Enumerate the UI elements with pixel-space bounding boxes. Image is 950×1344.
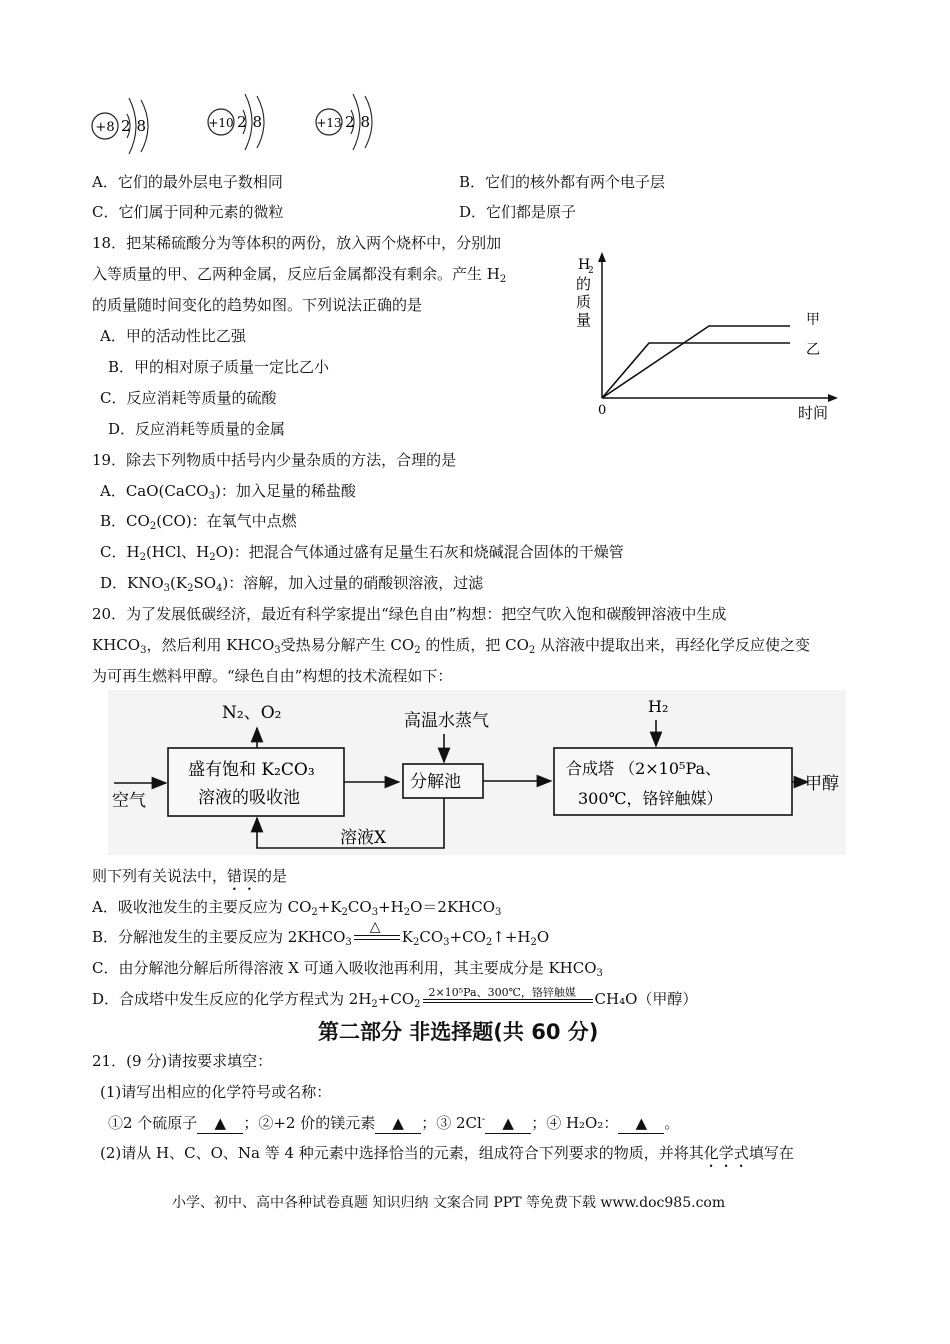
y-axis-arrow [598, 252, 606, 262]
q20-option-c: C．由分解池分解后所得溶液 X 可通入吸收池再利用，其主要成分是 $KHCO_3$ [92, 959, 603, 979]
y-label-de: 的 [576, 275, 592, 293]
atom-diagram [92, 98, 152, 154]
y-label-sub: 2 [588, 266, 594, 276]
n2-o2-label: N₂、O₂ [222, 703, 282, 723]
answer-blank[interactable]: ▲ [375, 1113, 421, 1134]
q17-option-d: D．它们都是原子 [459, 203, 577, 221]
answer-blank[interactable]: ▲ [618, 1113, 664, 1134]
q21-part1: (1)请写出相应的化学符号或名称： [100, 1083, 332, 1101]
synthesis-label-2: 300℃，铬锌触媒） [578, 789, 723, 808]
y-label-liang: 量 [576, 311, 592, 329]
y-label-h: H [578, 257, 591, 273]
q18-stem-line1: 18．把某稀硫酸分为等体积的两份，放入两个烧杯中，分别加 [92, 234, 502, 252]
h2-label: H₂ [648, 697, 669, 716]
q18-option-c: C．反应消耗等质量的硫酸 [100, 389, 277, 407]
atom-nucleus: +13 [316, 116, 342, 130]
answer-blank[interactable]: ▲ [197, 1113, 243, 1134]
q18-option-b: B．甲的相对原子质量一定比乙小 [108, 358, 330, 376]
q20-stem-line3: 为可再生燃料甲醇。“绿色自由”构想的技术流程如下： [92, 667, 453, 685]
series-yi-line [602, 343, 790, 398]
page-footer: 小学、初中、高中各种试卷真题 知识归纳 文案合同 PPT 等免费下载 www.doc985.com [172, 1195, 726, 1211]
atom-shells: 28 [237, 113, 269, 131]
q20-option-a: A．吸收池发生的主要反应为 $CO_2+K_2CO_3+H_2O=2KHCO_3$ [92, 898, 502, 918]
q21-part1-items: ①2 个硫原子 ▲ ；②+2 价的镁元素 ▲ ；③ 2Cl- ▲ ；④ H₂O₂： ▲ 。 [108, 1114, 680, 1132]
q20-option-d: D．合成塔中发生反应的化学方程式为 $2H_2+CO_2$ 2×10⁵Pa、300℃，铬锌触媒 CH₄O（甲醇） [92, 986, 698, 1010]
atom-diagram [208, 94, 268, 150]
atom-diagrams [80, 88, 400, 164]
q18-option-a: A．甲的活动性比乙强 [100, 327, 246, 345]
q17-option-b: B．它们的核外都有两个电子层 [459, 173, 666, 191]
q19-option-d: D．$KNO_3(K_2SO_4)$：溶解，加入过量的硝酸钡溶液，过滤 [100, 574, 484, 594]
atom-nucleus: +10 [208, 116, 234, 130]
section-title: 第二部分 非选择题(共 60 分) [318, 1020, 599, 1044]
synthesis-label-1: 合成塔 （2×10⁵Pa、 [566, 759, 722, 778]
absorber-label-1: 盛有饱和 K₂CO₃ [188, 760, 315, 780]
atom-diagram [316, 94, 376, 150]
air-label: 空气 [112, 791, 146, 811]
x-axis-arrow [828, 394, 838, 402]
decomposer-label: 分解池 [410, 772, 461, 792]
green-freedom-flow-diagram [108, 690, 846, 855]
q18-option-d: D．反应消耗等质量的金属 [108, 420, 286, 438]
q19-stem: 19．除去下列物质中括号内少量杂质的方法，合理的是 [92, 451, 457, 469]
q20-question: 则下列有关说法中，错误的是 [92, 867, 288, 885]
q18-stem-line3: 的质量随时间变化的趋势如图。下列说法正确的是 [92, 296, 423, 314]
q17-option-c: C．它们属于同种元素的微粒 [92, 203, 284, 221]
q21-part2: (2)请从 H、C、O、Na 等 4 种元素中选择恰当的元素，组成符合下列要求的物质，并将其化学式填写在 [100, 1144, 794, 1162]
h2-mass-time-graph [572, 248, 847, 428]
atom-shells: 28 [121, 117, 153, 135]
methanol-label: 甲醇 [805, 774, 839, 794]
atom-nucleus: +8 [95, 120, 115, 135]
solution-x-label: 溶液X [340, 828, 387, 848]
answer-blank[interactable]: ▲ [485, 1113, 531, 1134]
series-yi-label: 乙 [806, 342, 820, 358]
q19-option-c: C．$H_2(HCl$、$H_2O$)：把混合气体通过盛有足量生石灰和烧碱混合固体的干燥管 [100, 543, 624, 563]
q19-option-a: A．CaO(CaCO$_3$)：加入足量的稀盐酸 [100, 482, 356, 502]
x-label: 时间 [798, 404, 829, 422]
steam-label: 高温水蒸气 [404, 711, 489, 731]
q17-option-a: A．它们的最外层电子数相同 [92, 173, 283, 191]
absorber-label-2: 溶液的吸收池 [198, 788, 300, 808]
q21-stem: 21．(9 分)请按要求填空： [92, 1052, 273, 1070]
series-jia-line [602, 326, 790, 398]
q20-option-b: B．分解池发生的主要反应为 $2KHCO_3$ △ $K_2CO_3+CO_2↑+H_2O$ [92, 919, 550, 948]
atom-shells: 28 [345, 113, 377, 131]
q20-stem-line1: 20．为了发展低碳经济，最近有科学家提出“绿色自由”构想：把空气吹入饱和碳酸钾溶液中生成 [92, 605, 727, 623]
y-label-zhi: 质 [576, 293, 592, 311]
series-jia-label: 甲 [806, 312, 820, 328]
q18-stem-line2: 入等质量的甲、乙两种金属，反应后金属都没有剩余。产生 $H_2$ [92, 265, 507, 285]
q20-stem-line2: $KHCO_3$，然后利用 $KHCO_3$受热易分解产生 $CO_2$ 的性质，把 $CO_2$ 从溶液中提取出来，再经化学反应使之变 [92, 636, 811, 656]
q19-option-b: B．$CO_2(CO)$：在氧气中点燃 [100, 512, 297, 532]
origin-label: 0 [598, 403, 607, 418]
